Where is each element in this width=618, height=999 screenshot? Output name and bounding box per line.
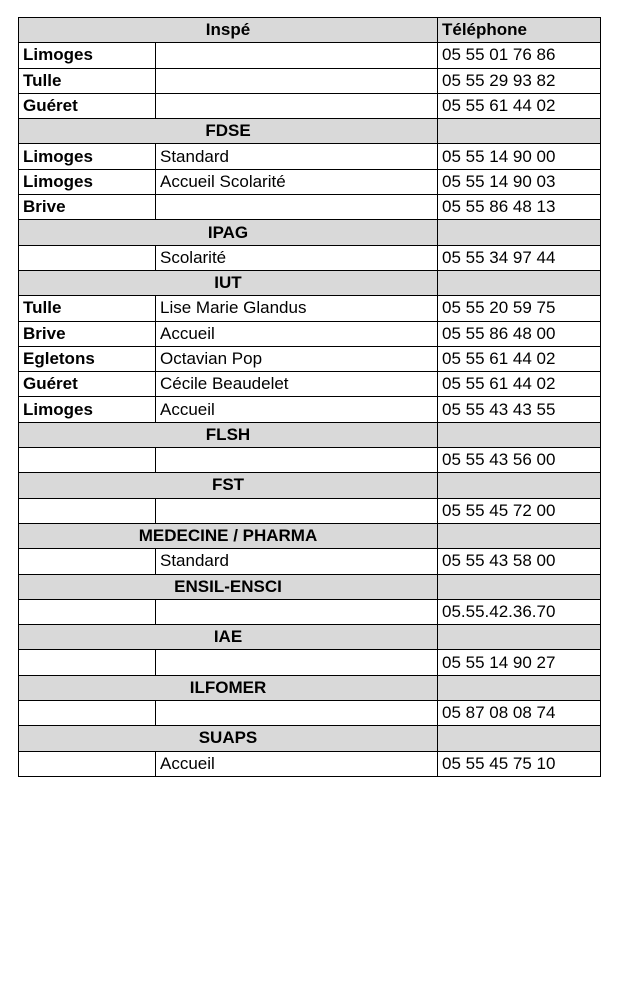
table-row — [19, 650, 601, 675]
service-cell — [156, 68, 438, 93]
table-row — [19, 448, 601, 473]
city-cell: Tulle — [19, 296, 156, 321]
group-row — [19, 726, 601, 751]
phone-cell: 05 55 20 59 75 — [438, 296, 601, 321]
phone-cell: 05.55.42.36.70 — [438, 599, 601, 624]
phone-cell: 05 55 61 44 02 — [438, 372, 601, 397]
group-phone-empty-cell — [438, 625, 601, 650]
service-cell: Accueil — [156, 751, 438, 776]
service-cell: Standard — [156, 144, 438, 169]
city-cell: Guéret — [19, 372, 156, 397]
header-row — [19, 18, 601, 43]
service-cell: Accueil — [156, 397, 438, 422]
phone-cell: 05 55 61 44 02 — [438, 346, 601, 371]
column-header-phone: Téléphone — [438, 18, 601, 43]
group-phone-empty-cell — [438, 574, 601, 599]
table-row — [19, 498, 601, 523]
city-cell — [19, 245, 156, 270]
group-label: FST — [19, 473, 438, 498]
group-row — [19, 119, 601, 144]
service-cell — [156, 650, 438, 675]
table-row — [19, 296, 601, 321]
phone-cell: 05 55 86 48 00 — [438, 321, 601, 346]
service-cell — [156, 498, 438, 523]
phone-cell: 05 55 14 90 03 — [438, 169, 601, 194]
city-cell — [19, 549, 156, 574]
table-row — [19, 93, 601, 118]
phone-cell: 05 55 43 43 55 — [438, 397, 601, 422]
group-phone-empty-cell — [438, 675, 601, 700]
group-label: ENSIL-ENSCI — [19, 574, 438, 599]
service-cell: Standard — [156, 549, 438, 574]
city-cell: Brive — [19, 321, 156, 346]
city-cell: Limoges — [19, 169, 156, 194]
group-phone-empty-cell — [438, 523, 601, 548]
table-row — [19, 372, 601, 397]
city-cell — [19, 448, 156, 473]
group-row — [19, 422, 601, 447]
service-cell: Cécile Beaudelet — [156, 372, 438, 397]
table-row — [19, 245, 601, 270]
city-cell — [19, 751, 156, 776]
city-cell: Brive — [19, 195, 156, 220]
group-label: IPAG — [19, 220, 438, 245]
group-label: FDSE — [19, 119, 438, 144]
phone-cell: 05 55 43 56 00 — [438, 448, 601, 473]
city-cell: Limoges — [19, 43, 156, 68]
group-row — [19, 473, 601, 498]
service-cell: Scolarité — [156, 245, 438, 270]
group-row — [19, 675, 601, 700]
group-header-inspe: Inspé — [19, 18, 438, 43]
table-row — [19, 701, 601, 726]
city-cell — [19, 650, 156, 675]
phone-cell: 05 55 14 90 27 — [438, 650, 601, 675]
group-phone-empty-cell — [438, 422, 601, 447]
group-label: MEDECINE / PHARMA — [19, 523, 438, 548]
table-row — [19, 549, 601, 574]
group-label: IUT — [19, 270, 438, 295]
group-phone-empty-cell — [438, 119, 601, 144]
phone-cell: 05 55 45 75 10 — [438, 751, 601, 776]
phone-directory-table — [18, 17, 601, 777]
phone-cell: 05 55 61 44 02 — [438, 93, 601, 118]
service-cell — [156, 448, 438, 473]
service-cell: Lise Marie Glandus — [156, 296, 438, 321]
service-cell — [156, 701, 438, 726]
table-body — [19, 18, 601, 777]
phone-cell: 05 55 86 48 13 — [438, 195, 601, 220]
group-label: FLSH — [19, 422, 438, 447]
group-phone-empty-cell — [438, 270, 601, 295]
table-row — [19, 43, 601, 68]
table-row — [19, 751, 601, 776]
city-cell: Limoges — [19, 144, 156, 169]
group-label: IAE — [19, 625, 438, 650]
phone-cell: 05 55 01 76 86 — [438, 43, 601, 68]
service-cell — [156, 599, 438, 624]
table-row — [19, 321, 601, 346]
service-cell — [156, 93, 438, 118]
table-row — [19, 144, 601, 169]
group-row — [19, 625, 601, 650]
city-cell — [19, 701, 156, 726]
city-cell: Guéret — [19, 93, 156, 118]
table-row — [19, 68, 601, 93]
group-row — [19, 574, 601, 599]
group-label: ILFOMER — [19, 675, 438, 700]
city-cell — [19, 599, 156, 624]
phone-cell: 05 55 14 90 00 — [438, 144, 601, 169]
table-row — [19, 397, 601, 422]
table-row — [19, 599, 601, 624]
service-cell — [156, 195, 438, 220]
city-cell — [19, 498, 156, 523]
service-cell: Octavian Pop — [156, 346, 438, 371]
table-row — [19, 346, 601, 371]
phone-cell: 05 55 34 97 44 — [438, 245, 601, 270]
service-cell: Accueil — [156, 321, 438, 346]
phone-cell: 05 87 08 08 74 — [438, 701, 601, 726]
service-cell: Accueil Scolarité — [156, 169, 438, 194]
group-phone-empty-cell — [438, 726, 601, 751]
city-cell: Limoges — [19, 397, 156, 422]
phone-cell: 05 55 43 58 00 — [438, 549, 601, 574]
group-row — [19, 270, 601, 295]
phone-cell: 05 55 45 72 00 — [438, 498, 601, 523]
city-cell: Egletons — [19, 346, 156, 371]
service-cell — [156, 43, 438, 68]
group-label: SUAPS — [19, 726, 438, 751]
group-row — [19, 523, 601, 548]
phone-cell: 05 55 29 93 82 — [438, 68, 601, 93]
table-row — [19, 169, 601, 194]
table-row — [19, 195, 601, 220]
group-phone-empty-cell — [438, 220, 601, 245]
group-row — [19, 220, 601, 245]
city-cell: Tulle — [19, 68, 156, 93]
group-phone-empty-cell — [438, 473, 601, 498]
